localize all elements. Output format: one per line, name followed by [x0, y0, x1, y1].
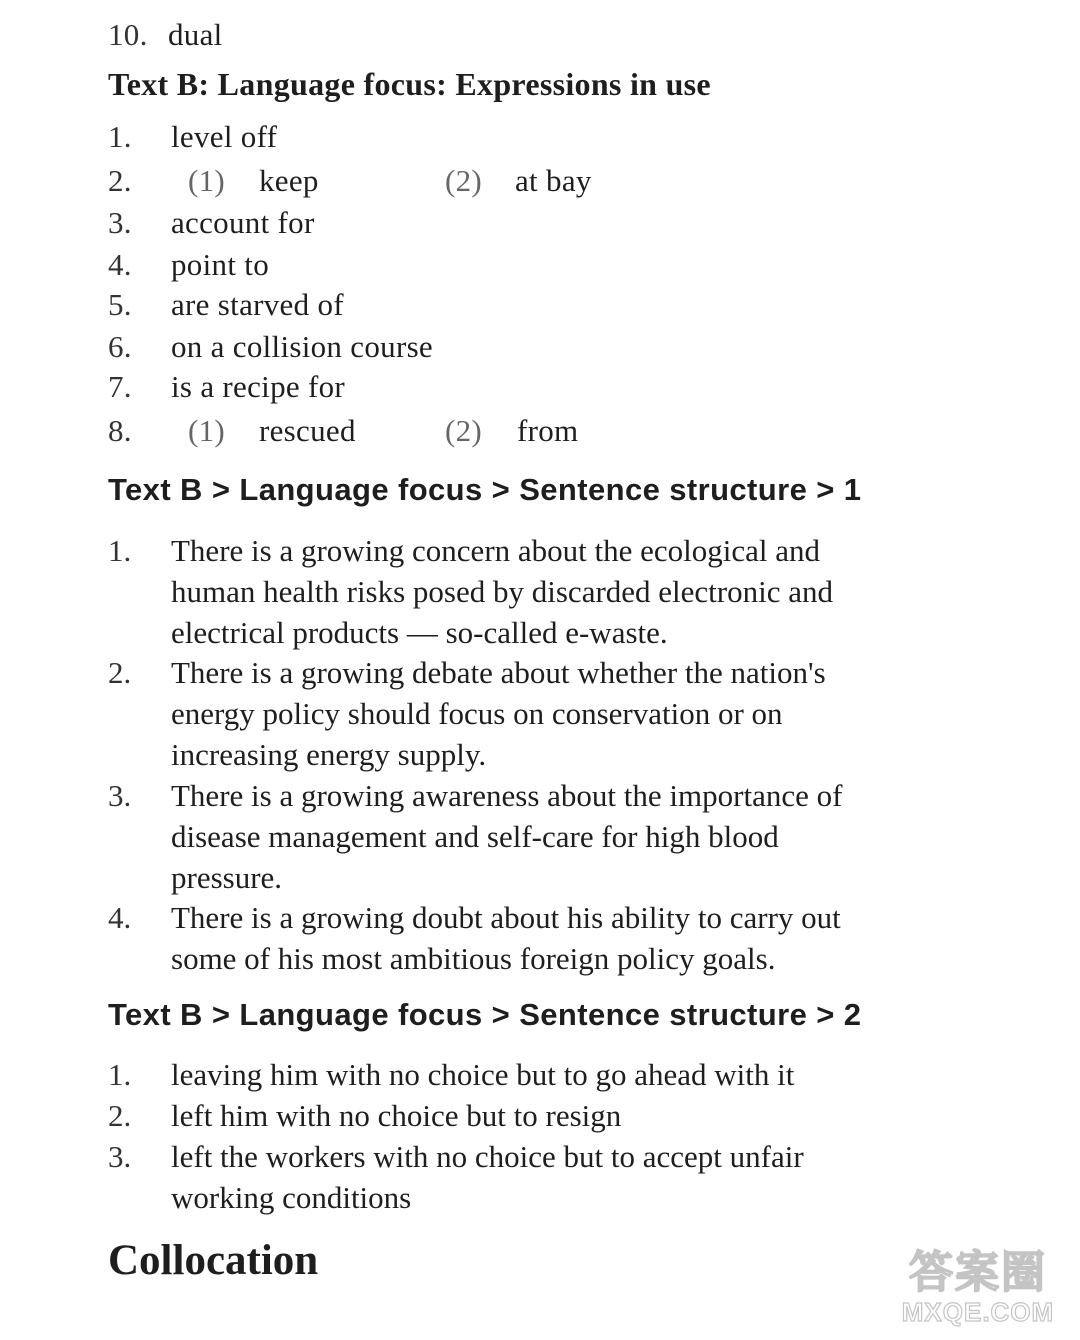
item-text-line: energy policy should focus on conservation or on — [171, 696, 783, 731]
sub-label: (2) — [445, 413, 483, 448]
item-number: 5. — [108, 287, 132, 322]
sub-text: keep — [259, 163, 319, 198]
item-number: 1. — [108, 1057, 132, 1092]
item-text-line: some of his most ambitious foreign policy goals. — [171, 941, 776, 976]
item-text-line: There is a growing debate about whether the nation's — [171, 655, 826, 690]
sub-text: rescued — [259, 413, 356, 448]
sub-label: (2) — [445, 163, 483, 198]
item-number: 4. — [108, 900, 132, 935]
sub-text: from — [517, 413, 579, 448]
item-text-line: left the workers with no choice but to accept unfair — [171, 1139, 804, 1174]
sub-label: (1) — [188, 413, 226, 448]
watermark-text: 答案圈 — [909, 1248, 1047, 1297]
item-text: point to — [171, 247, 269, 282]
item-text-line: leaving him with no choice but to go ahead with it — [171, 1057, 795, 1092]
item-number: 6. — [108, 329, 132, 364]
item-number: 2. — [108, 1098, 132, 1133]
sub-text: at bay — [515, 163, 592, 198]
watermark-url: MXQE.COM — [901, 1297, 1055, 1327]
item-text-line: left him with no choice but to resign — [171, 1098, 622, 1133]
item-number: 2. — [108, 163, 132, 198]
item-number: 1. — [108, 533, 132, 568]
item-number: 3. — [108, 1139, 132, 1174]
item-number: 3. — [108, 205, 132, 240]
section-heading-collocation: Collocation — [108, 1237, 319, 1284]
item-number: 4. — [108, 247, 132, 282]
item-text: are starved of — [171, 287, 344, 322]
item-text-line: disease management and self-care for high blood — [171, 819, 779, 854]
item-text-line: There is a growing awareness about the importance of — [171, 778, 843, 813]
section-heading-sentence-structure-1: Text B > Language focus > Sentence structure > 1 — [108, 472, 862, 507]
item-number: 8. — [108, 413, 132, 448]
item-number: 7. — [108, 369, 132, 404]
item-text-line: human health risks posed by discarded electronic and — [171, 574, 833, 609]
item-text: on a collision course — [171, 329, 433, 364]
item-text: is a recipe for — [171, 369, 346, 404]
item-text-line: electrical products — so-called e-waste. — [171, 615, 668, 650]
item-number: 10. — [108, 17, 148, 52]
item-text: level off — [171, 119, 278, 154]
item-text-line: increasing energy supply. — [171, 737, 487, 772]
item-number: 1. — [108, 119, 132, 154]
item-text-line: pressure. — [171, 860, 283, 895]
section-heading-sentence-structure-2: Text B > Language focus > Sentence structure > 2 — [108, 997, 862, 1032]
section-heading-expressions: Text B: Language focus: Expressions in use — [108, 66, 711, 102]
sub-label: (1) — [188, 163, 226, 198]
item-text-line: There is a growing concern about the ecological and — [171, 533, 821, 568]
item-text: dual — [168, 17, 223, 52]
watermark-logo — [888, 1249, 1068, 1334]
item-text-line: There is a growing doubt about his ability to carry out — [171, 900, 841, 935]
item-text-line: working conditions — [171, 1180, 412, 1215]
item-number: 2. — [108, 655, 132, 690]
item-text: account for — [171, 205, 315, 240]
item-number: 3. — [108, 778, 132, 813]
